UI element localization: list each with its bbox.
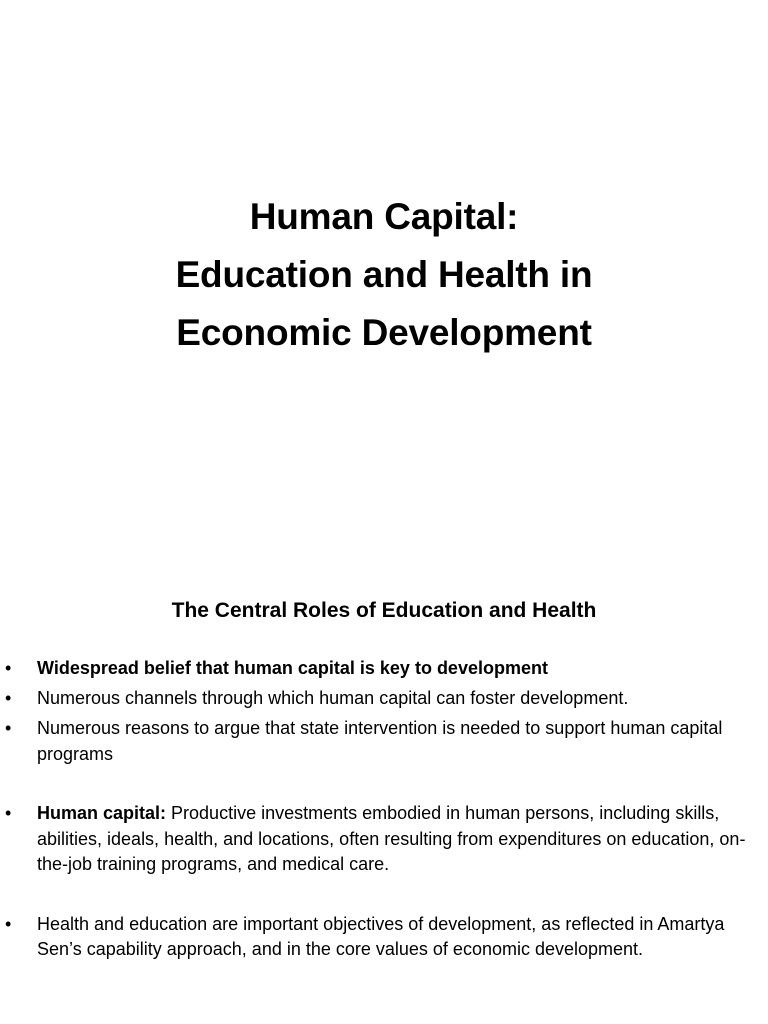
bullet-item: [0, 656, 768, 682]
bullet-marker: •: [5, 913, 12, 934]
title-line-1: Human Capital:: [249, 196, 519, 237]
title-line-3: Economic Development: [176, 312, 592, 353]
bullet-item: [0, 716, 768, 767]
bullet-marker: •: [5, 687, 12, 708]
bullet-marker: •: [5, 803, 12, 823]
bullet-text: Health and education are important objectives of development, as reflected in Amartya Sen’s capability approach, and in the core values of economic development.: [37, 913, 725, 959]
bullet-marker: •: [5, 658, 12, 678]
slide-title: [0, 188, 768, 362]
bullet-bold-text: Widespread belief that human capital is key to development: [37, 658, 548, 678]
bullet-list: [0, 656, 768, 963]
bullet-item: [0, 801, 768, 878]
bullet-item: [0, 912, 768, 963]
bullet-text: Numerous reasons to argue that state intervention is needed to support human capital programs: [37, 718, 723, 764]
section-heading: The Central Roles of Education and Health: [171, 599, 597, 622]
bullet-marker: •: [5, 718, 12, 738]
bullet-item: [0, 686, 768, 712]
title-line-2: Education and Health in: [175, 254, 593, 295]
bullet-bold-term: Human capital:: [37, 803, 167, 823]
bullet-text: Numerous channels through which human capital can foster development.: [37, 687, 629, 708]
bullet-text: Productive investments embodied in human persons, including skills, abilities, ideals, health, and locations, often resulting from expenditures on education, on-the-job training programs, and medical care.: [37, 803, 746, 874]
